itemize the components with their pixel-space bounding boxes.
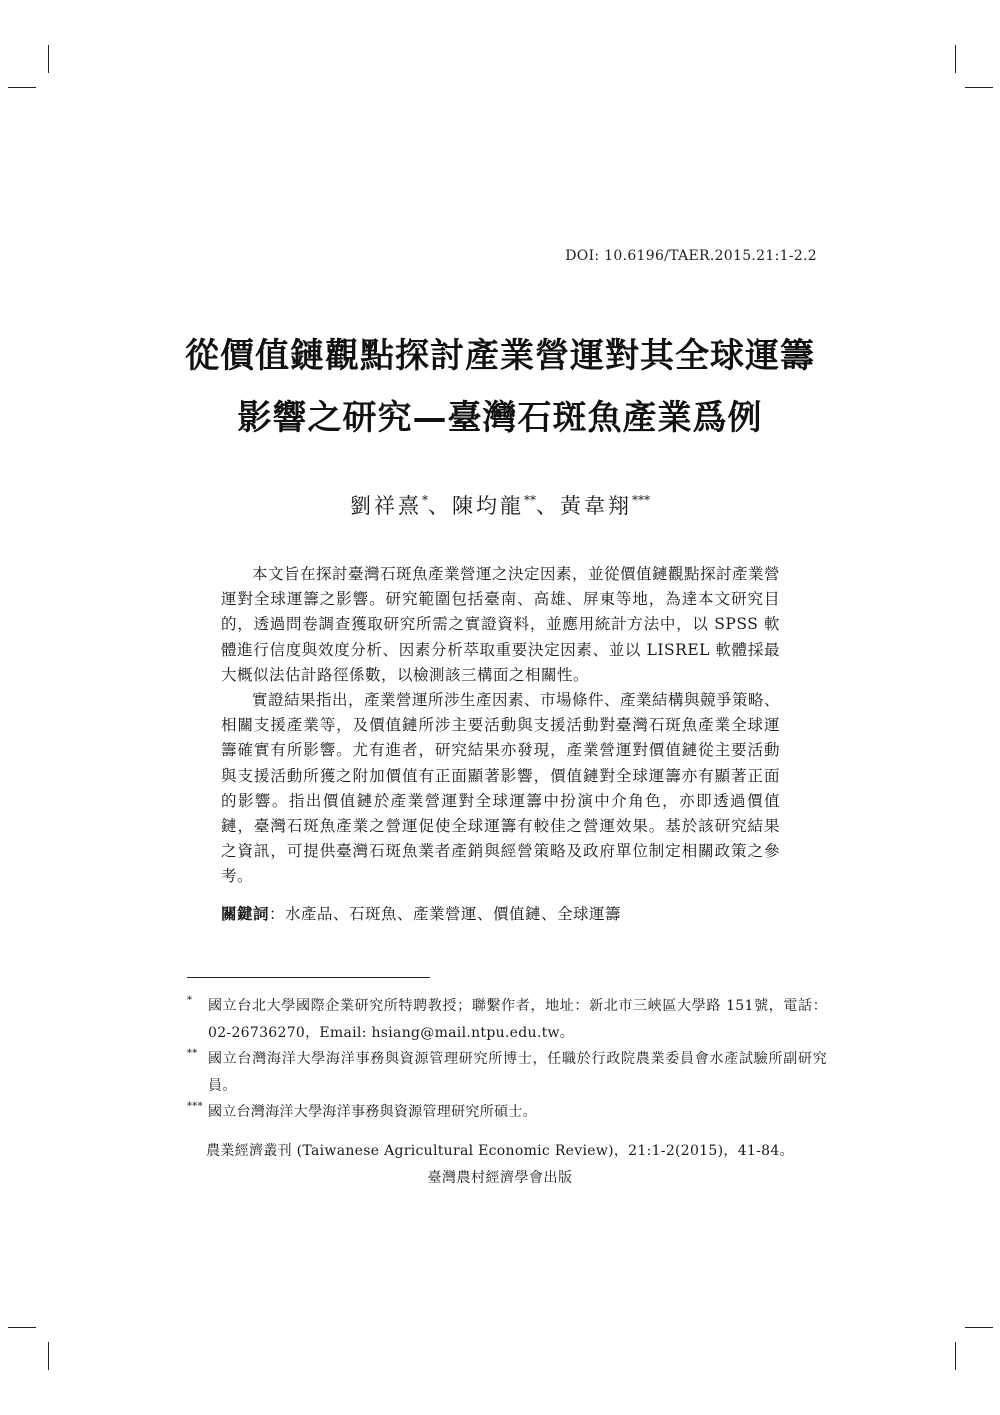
crop-mark [965, 1327, 993, 1328]
crop-mark [8, 1327, 36, 1328]
footnote [187, 993, 827, 1047]
title-line-1: 從價值鏈觀點探討產業營運對其全球運籌 [185, 336, 815, 376]
footnote-mark: ** [187, 1048, 198, 1059]
footnote [187, 1046, 827, 1100]
author-separator: 、 [428, 494, 452, 518]
crop-mark [955, 45, 956, 73]
author-name: 黃韋翔 [560, 494, 632, 518]
footnote [187, 1099, 827, 1126]
footnote-text: 國立台灣海洋大學海洋事務與資源管理研究所博士，任職於行政院農業委員會水產試驗所副研究員。 [208, 1051, 827, 1094]
crop-mark [8, 87, 36, 88]
abstract [221, 562, 780, 890]
keywords [221, 902, 780, 924]
author-name: 陳均龍 [452, 494, 524, 518]
footnote-text: 國立台北大學國際企業研究所特聘教授；聯繫作者，地址：新北市三峽區大學路 151號，電話：02-26736270，Email: hsiang@mail.ntpu.edu.tw。 [208, 998, 827, 1041]
author-list [0, 490, 1000, 520]
author-name: 劉祥熹 [350, 494, 422, 518]
crop-mark [965, 87, 993, 88]
footnote-mark: *** [187, 1101, 203, 1112]
author-separator: 、 [536, 494, 560, 518]
crop-mark [955, 1342, 956, 1370]
crop-mark [48, 1342, 49, 1370]
title-line-2: 影響之研究—臺灣石斑魚產業爲例 [237, 398, 763, 438]
journal-citation: 農業經濟叢刊 (Taiwanese Agricultural Economic Review)，21:1-2(2015)，41-84。 [206, 1143, 794, 1159]
author-footnote-mark: * [422, 493, 428, 507]
keywords-separator: ： [269, 905, 286, 923]
doi-label: DOI: 10.6196/TAER.2015.21:1-2.2 [565, 248, 817, 264]
author-footnote-mark: ** [524, 493, 536, 507]
footnote-divider [187, 977, 430, 978]
keywords-label: 關鍵詞 [221, 905, 270, 923]
publisher-line: 臺灣農村經濟學會出版 [427, 1170, 573, 1186]
author-footnote-mark: *** [632, 493, 650, 507]
keywords-terms: 水產品、石斑魚、產業營運、價值鏈、全球運籌 [285, 905, 622, 923]
crop-mark [48, 45, 49, 73]
abstract-paragraph: 實證結果指出，產業營運所涉生產因素、市場條件、產業結構與競爭策略、相關支援產業等，及價值鏈所涉主要活動與支援活動對臺灣石斑魚產業全球運籌確實有所影響。尤有進者，研究結果亦發現，產業營運對價值鏈從主要活動與支援活動所獲之附加價值有正面顯著影響，價值鏈對全球運籌亦有顯著正面的影響。指出價值鏈於產業營運對全球運籌中扮演中介角色，亦即透過價值鏈，臺灣石斑魚產業之營運促使全球運籌有較佳之營運效果。基於該研究結果之資訊，可提供臺灣石斑魚業者產銷與經營策略及政府單位制定相關政策之參考。 [221, 691, 781, 886]
abstract-paragraph: 本文旨在探討臺灣石斑魚產業營運之決定因素，並從價值鏈觀點探討產業營運對全球運籌之影響。研究範圍包括臺南、高雄、屏東等地，為達本文研究目的，透過問卷調查獲取研究所需之實證資料，並應用統計方法中，以 SPSS 軟體進行信度與效度分析、因素分析萃取重要決定因素、並以 LISREL 軟體採最大概似法估計路徑係數，以檢測該三構面之相關性。 [221, 565, 781, 684]
footnote-text: 國立台灣海洋大學海洋事務與資源管理研究所碩士。 [208, 1104, 537, 1120]
footnote-mark: * [187, 995, 193, 1006]
